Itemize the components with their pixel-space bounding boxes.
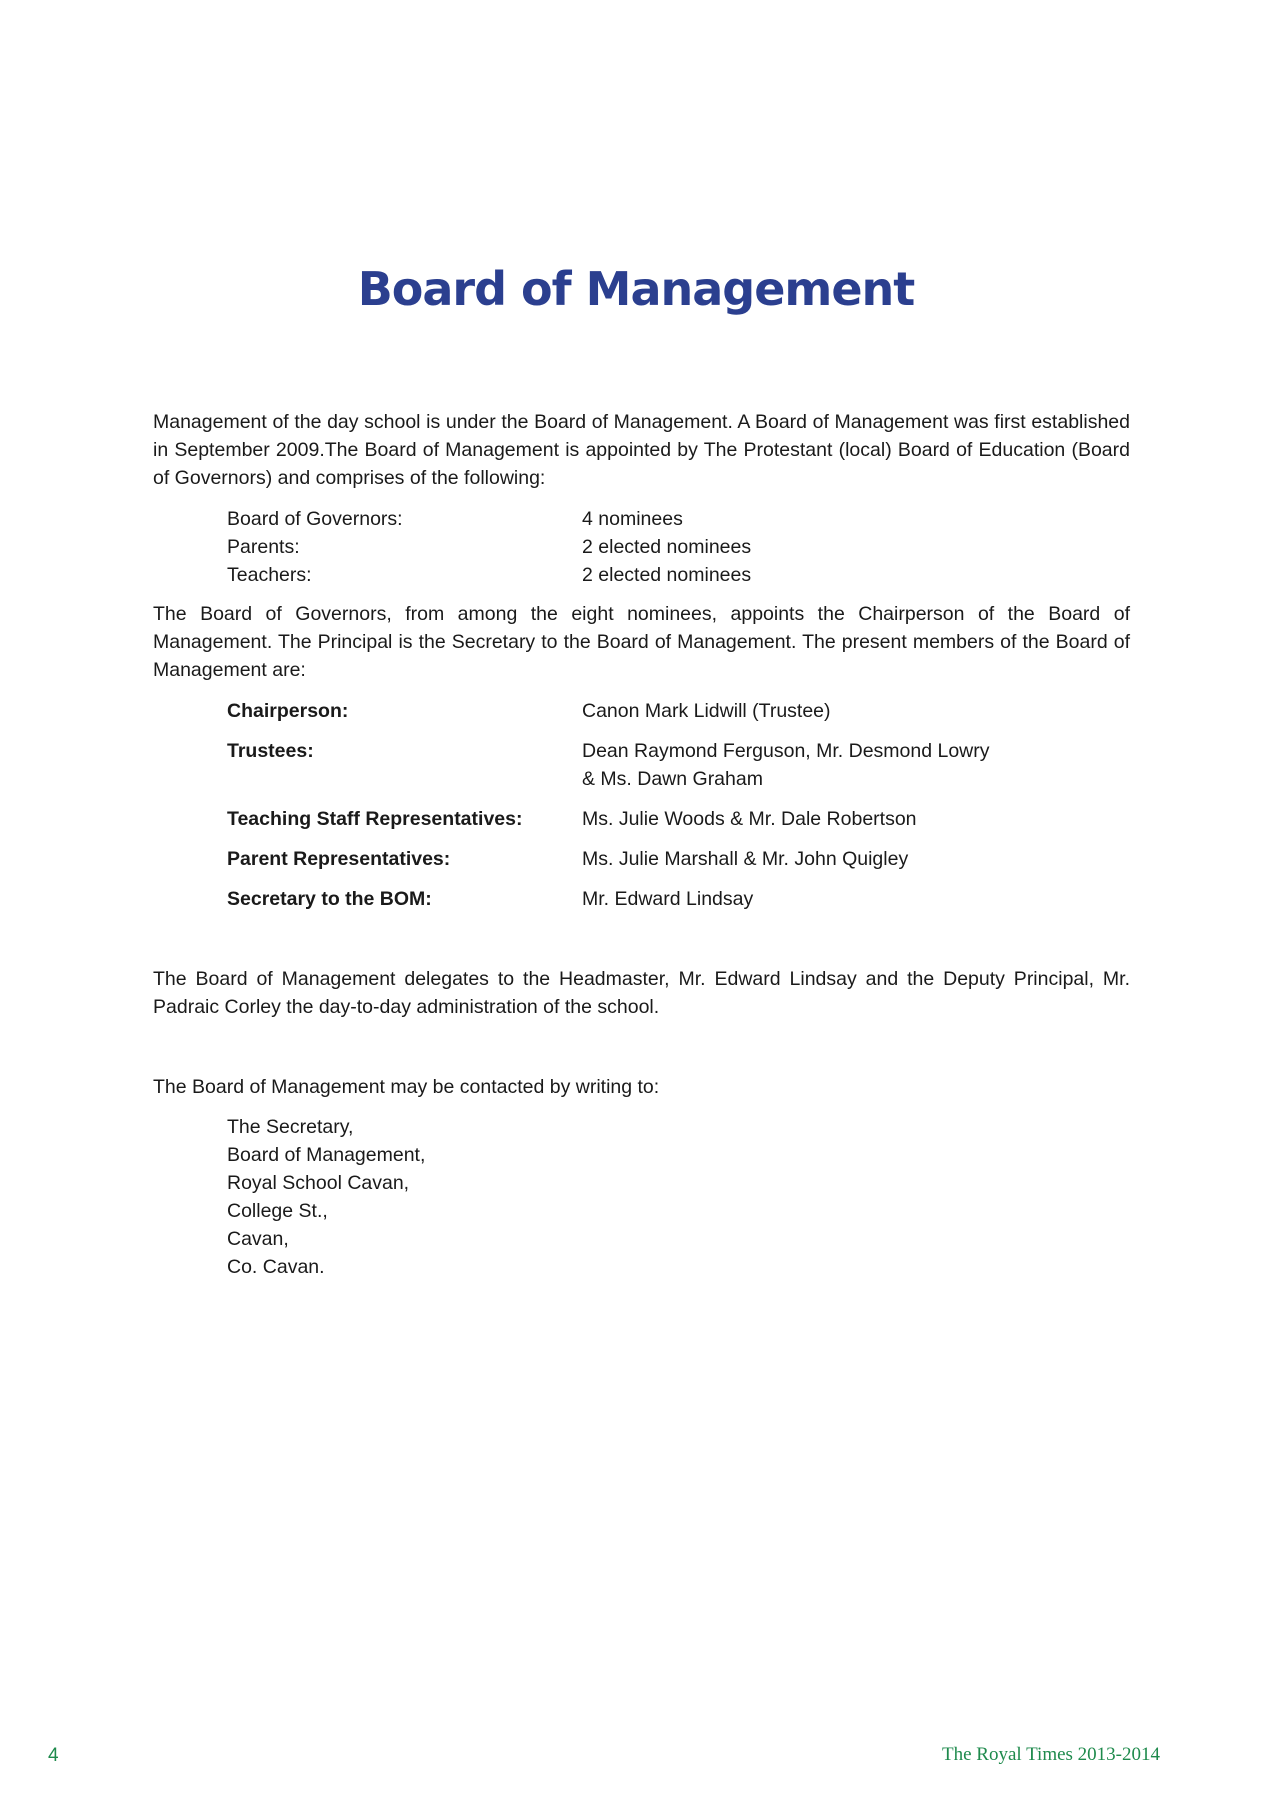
members-intro-text: The Board of Governors, from among the eight nominees, appoints the Chairperson of the Board of Management. The Principal is the Secretary to the Board of Management. The present members of the Board of Management are:	[153, 603, 1130, 681]
member-name-line: & Ms. Dawn Graham	[582, 768, 763, 790]
intro-paragraph	[153, 408, 1130, 492]
members-intro-paragraph	[153, 600, 1130, 684]
intro-text: Management of the day school is under the Board of Management. A Board of Management was first established in September 2009.The Board of Management is appointed by The Protestant (local) Board of Education (Board of Governors) and comprises of the following:	[153, 411, 1130, 489]
member-role: Teaching Staff Representatives:	[227, 808, 523, 830]
page-title: Board of Management	[357, 262, 915, 316]
address-line: College St.,	[227, 1200, 328, 1222]
address-line: Royal School Cavan,	[227, 1172, 410, 1194]
member-name: Mr. Edward Lindsay	[582, 888, 754, 910]
contact-paragraph	[153, 1073, 1130, 1101]
member-name: Ms. Julie Marshall & Mr. John Quigley	[582, 848, 909, 870]
publication-title: The Royal Times 2013-2014	[942, 1744, 1160, 1765]
delegation-text: The Board of Management delegates to the Headmaster, Mr. Edward Lindsay and the Deputy Principal, Mr. Padraic Corley the day-to-day administration of the school.	[153, 968, 1130, 1018]
address-line: Cavan,	[227, 1228, 289, 1250]
member-name-line: Dean Raymond Ferguson, Mr. Desmond Lowry	[582, 740, 990, 762]
member-role: Trustees:	[227, 740, 314, 762]
member-role: Parent Representatives:	[227, 848, 451, 870]
address-line: The Secretary,	[227, 1116, 354, 1138]
postal-address	[227, 1113, 425, 1281]
composition-label: Parents:	[227, 536, 300, 558]
composition-value: 4 nominees	[582, 508, 683, 530]
member-role: Chairperson:	[227, 700, 349, 722]
member-name	[582, 737, 1142, 793]
member-role: Secretary to the BOM:	[227, 888, 432, 910]
composition-value: 2 elected nominees	[582, 536, 752, 558]
member-name: Ms. Julie Woods & Mr. Dale Robertson	[582, 808, 917, 830]
delegation-paragraph	[153, 965, 1130, 1021]
contact-intro-text: The Board of Management may be contacted by writing to:	[153, 1076, 660, 1098]
member-name: Canon Mark Lidwill (Trustee)	[582, 700, 831, 722]
address-line: Co. Cavan.	[227, 1256, 325, 1278]
address-line: Board of Management,	[227, 1144, 426, 1166]
page-number: 4	[48, 1745, 59, 1766]
composition-label: Board of Governors:	[227, 508, 403, 530]
composition-value: 2 elected nominees	[582, 564, 752, 586]
composition-label: Teachers:	[227, 564, 312, 586]
